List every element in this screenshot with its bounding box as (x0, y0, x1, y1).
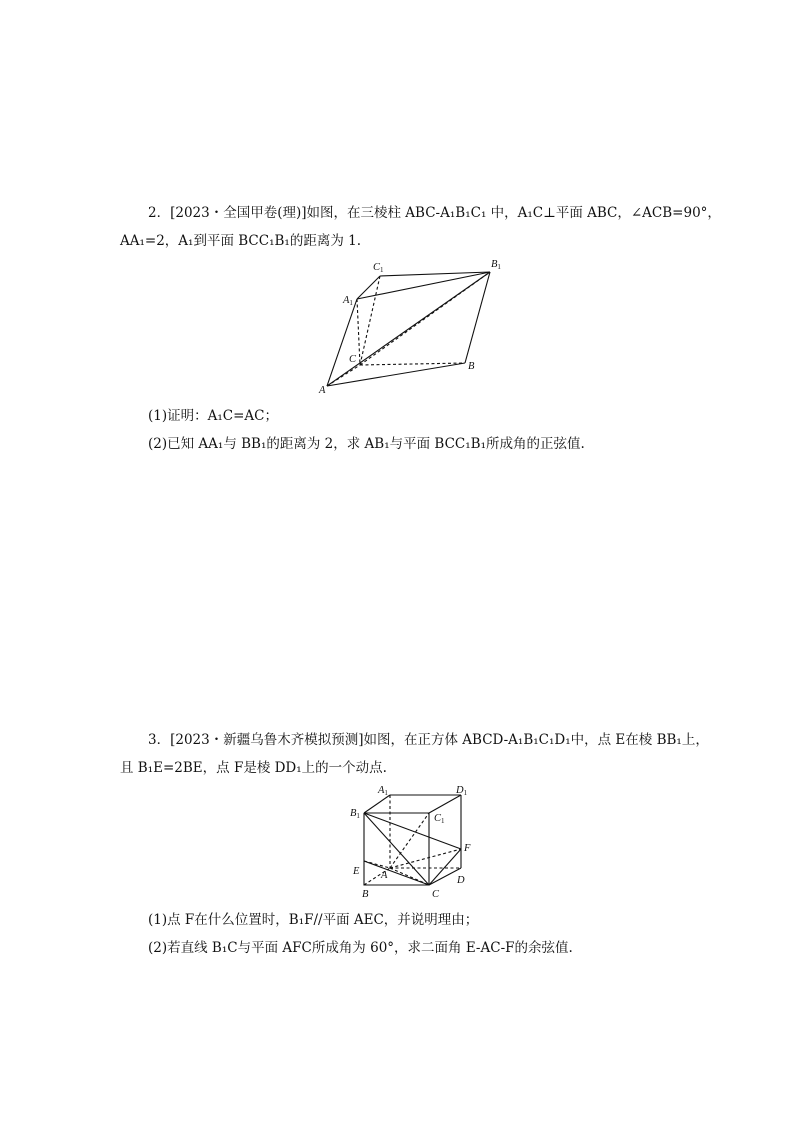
problem3-line1: 3．[2023・新疆乌鲁木齐模拟预测]如图，在正方体 ABCD-A₁B₁C₁D₁中，点 E在棱 BB₁上， (148, 732, 709, 748)
label-B1: B1 (350, 808, 360, 820)
label-B1: B1 (491, 259, 501, 271)
segment-AF (390, 849, 461, 868)
segment-B1F (364, 813, 461, 849)
problem3-line2: 且 B₁E=2BE，点 F是棱 DD₁上的一个动点. (120, 760, 387, 776)
segment-B1C (364, 813, 429, 885)
figure-triangular-prism (300, 255, 520, 400)
label-A1: A1 (378, 785, 388, 797)
label-A: A (319, 385, 326, 396)
edge-BB1 (465, 272, 490, 363)
label-D1: D1 (456, 785, 468, 797)
problem3-question1: (1)点 F在什么位置时，B₁F//平面 AEC，并说明理由； (148, 912, 479, 928)
label-F: F (464, 843, 471, 854)
edge-B1A1 (364, 795, 390, 813)
problem3-question2: (2)若直线 B₁C与平面 AFC所成角为 60°，求二面角 E-AC-F的余弦值. (148, 940, 573, 956)
label-C: C (349, 354, 357, 365)
label-E: E (353, 866, 360, 877)
segment-AC1 (390, 813, 429, 868)
label-B: B (468, 361, 475, 372)
segment-A1C (357, 299, 360, 365)
figure-cube (345, 782, 485, 902)
label-C: C (432, 889, 440, 900)
problem2-question2: (2)已知 AA₁与 BB₁的距离为 2，求 AB₁与平面 BCC₁B₁所成角的正弦值. (148, 436, 585, 452)
label-B: B (362, 889, 369, 900)
label-D: D (457, 875, 465, 886)
label-C1: C1 (373, 262, 384, 274)
label-A: A (381, 870, 388, 881)
edge-AA1 (327, 299, 357, 386)
label-C1: C1 (434, 813, 445, 825)
problem2-line2: AA₁=2，A₁到平面 BCC₁B₁的距离为 1. (120, 233, 362, 249)
problem2-line1: 2．[2023・全国甲卷(理)]如图，在三棱柱 ABC-A₁B₁C₁ 中，A₁C⊥平面 ABC，∠ACB=90°， (148, 205, 721, 221)
segment-EC (364, 861, 429, 885)
edge-CB (360, 363, 465, 365)
problem2-question1: (1)证明：A₁C=AC； (148, 408, 279, 424)
label-A1: A1 (343, 295, 353, 307)
edge-AB (327, 363, 465, 386)
edge-C1D1 (429, 795, 461, 813)
